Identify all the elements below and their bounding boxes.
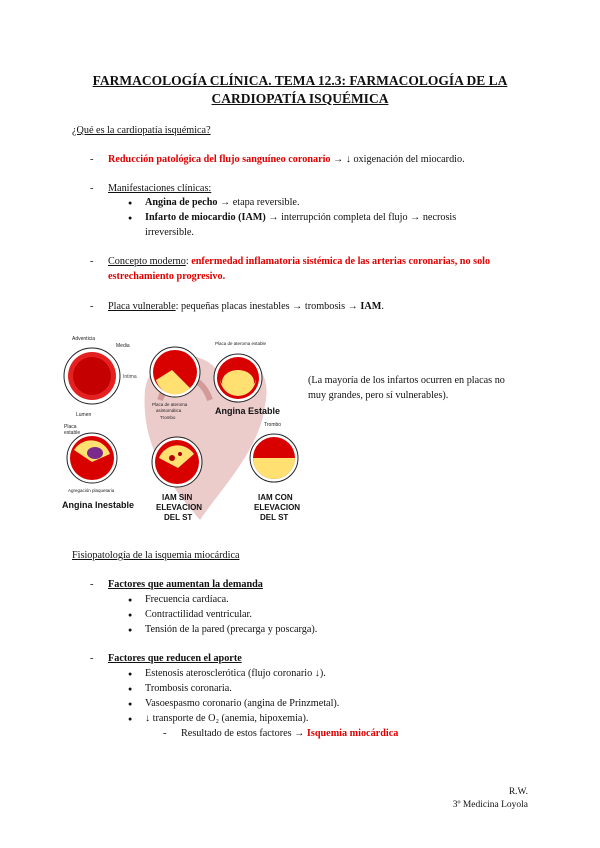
caption-iam-con-3: DEL ST — [260, 513, 289, 522]
bullet-dot: ● — [128, 670, 133, 678]
dash-bullet: - — [90, 653, 94, 664]
vulnerable-bold: IAM — [360, 301, 382, 312]
bullet-dot: ● — [128, 700, 133, 708]
caption-iam-sin-1: IAM SIN — [162, 493, 193, 502]
concept-label: Concepto moderno — [108, 256, 186, 267]
normal-artery-diagram — [64, 348, 120, 404]
iam-bold: Infarto de miocardio (IAM) — [145, 212, 266, 223]
label-trombo-2: Trombo — [264, 422, 282, 428]
demand-item: Frecuencia cardíaca. — [145, 594, 229, 605]
footer-initials: R.W. — [508, 787, 528, 797]
iam-line-2: irreversible. — [145, 227, 194, 238]
demand-item: Tensión de la pared (precarga y poscarga). — [145, 624, 318, 635]
unstable-angina-diagram — [67, 433, 117, 483]
dash-bullet: - — [90, 183, 94, 194]
asymptomatic-plaque-diagram — [150, 347, 200, 397]
vulnerable-end: . — [381, 301, 384, 312]
dash-bullet: - — [90, 301, 94, 312]
vulnerable-plaque — [108, 300, 384, 314]
bullet-dot: ● — [128, 715, 133, 723]
concept-line-1 — [108, 255, 490, 269]
caption-angina-estable: Angina Estable — [215, 406, 281, 416]
label-adventicia: Adventicia — [72, 336, 96, 342]
label-media: Media — [116, 343, 130, 349]
result-text: Resultado de estos factores → — [181, 728, 307, 739]
supply-item: Vasoespasmo coronario (angina de Prinzmetal). — [145, 698, 340, 709]
item-reduction — [108, 153, 465, 167]
demand-item: Contractilidad ventricular. — [145, 609, 252, 620]
caption-iam-sin-2: ELEVACION — [156, 503, 203, 512]
caption-angina-inestable: Angina Inestable — [62, 500, 135, 510]
nstemi-diagram — [152, 437, 202, 487]
label-placa-asinto-1: Placa de ateroma — [152, 402, 188, 407]
pathophysiology-heading: Fisiopatología de la isquemia miocárdica — [72, 550, 240, 561]
label-placa-estable-2: estable — [64, 430, 81, 436]
atherosclerosis-figure — [60, 330, 300, 530]
dash-bullet: - — [90, 154, 94, 165]
supply-label: Factores que reducen el aporte — [108, 653, 242, 664]
stable-angina-diagram — [214, 354, 262, 402]
label-agregacion: Agregación plaquetaria — [68, 488, 115, 493]
bullet-dot: ● — [128, 611, 133, 619]
dash-bullet: - — [163, 728, 167, 739]
bullet-dot: ● — [128, 214, 133, 222]
label-placa-asinto-2: asintomática — [156, 408, 182, 413]
supply-result — [181, 727, 398, 741]
label-placa-estable: Placa — [64, 424, 77, 430]
bullet-dot: ● — [128, 596, 133, 604]
supply-item: Trombosis coronaria. — [145, 683, 232, 694]
concept-sep: : — [185, 256, 192, 267]
demand-label: Factores que aumentan la demanda — [108, 579, 263, 590]
concept-red-2: estrechamiento progresivo. — [108, 271, 226, 282]
stemi-diagram — [250, 434, 298, 482]
note-line-2: muy grandes, pero sí vulnerables). — [308, 390, 449, 401]
bullet-dot: ● — [128, 626, 133, 634]
title-line-1: FARMACOLOGÍA CLÍNICA. TEMA 12.3: FARMACOLOGÍA DE LA — [92, 73, 508, 88]
label-trombo-1: Trombo — [160, 415, 176, 420]
bullet-dot: ● — [128, 199, 133, 207]
label-lumen: Lumen — [76, 412, 92, 418]
footer-course: 3º Medicina Loyola — [452, 800, 528, 810]
dash-bullet: - — [90, 256, 94, 267]
title-line-2: CARDIOPATÍA ISQUÉMICA — [211, 91, 389, 106]
label-placa-ateroma: Placa de ateroma estable — [215, 341, 267, 346]
note-line-1: (La mayoría de los infartos ocurren en placas no — [308, 375, 505, 386]
manifestation-angina — [145, 196, 300, 210]
result-red: Isquemia miocárdica — [306, 728, 399, 739]
caption-iam-con-2: ELEVACION — [254, 503, 300, 512]
angina-bold: Angina de pecho — [145, 197, 218, 208]
dash-bullet: - — [90, 579, 94, 590]
bullet-dot: ● — [128, 685, 133, 693]
angina-rest: → etapa reversible. — [217, 197, 300, 208]
label-intima: Intima — [123, 374, 137, 380]
question-heading: ¿Qué es la cardiopatía isquémica? — [72, 125, 211, 136]
manifestations-label: Manifestaciones clínicas: — [108, 183, 212, 194]
manifestation-iam — [145, 211, 456, 225]
iam-rest: → interrupción completa del flujo → necrosis — [265, 212, 457, 223]
page-title — [0, 72, 600, 108]
supply-item: ↓ transporte de O₂ (anemia, hipoxemia). — [145, 713, 309, 724]
vulnerable-label: Placa vulnerable — [108, 301, 176, 312]
caption-iam-con-1: IAM CON — [258, 493, 293, 502]
reduction-rest: → ↓ oxigenación del miocardio. — [330, 154, 465, 165]
vulnerable-rest: : pequeñas placas inestables → trombosis → — [175, 301, 361, 312]
supply-item: Estenosis aterosclerótica (flujo coronario ↓). — [145, 668, 326, 679]
reduction-red: Reducción patológica del flujo sanguíneo coronario — [108, 154, 331, 165]
concept-red-1: enfermedad inflamatoria sistémica de las arterias coronarias, no solo — [191, 256, 491, 267]
caption-iam-sin-3: DEL ST — [164, 513, 193, 522]
